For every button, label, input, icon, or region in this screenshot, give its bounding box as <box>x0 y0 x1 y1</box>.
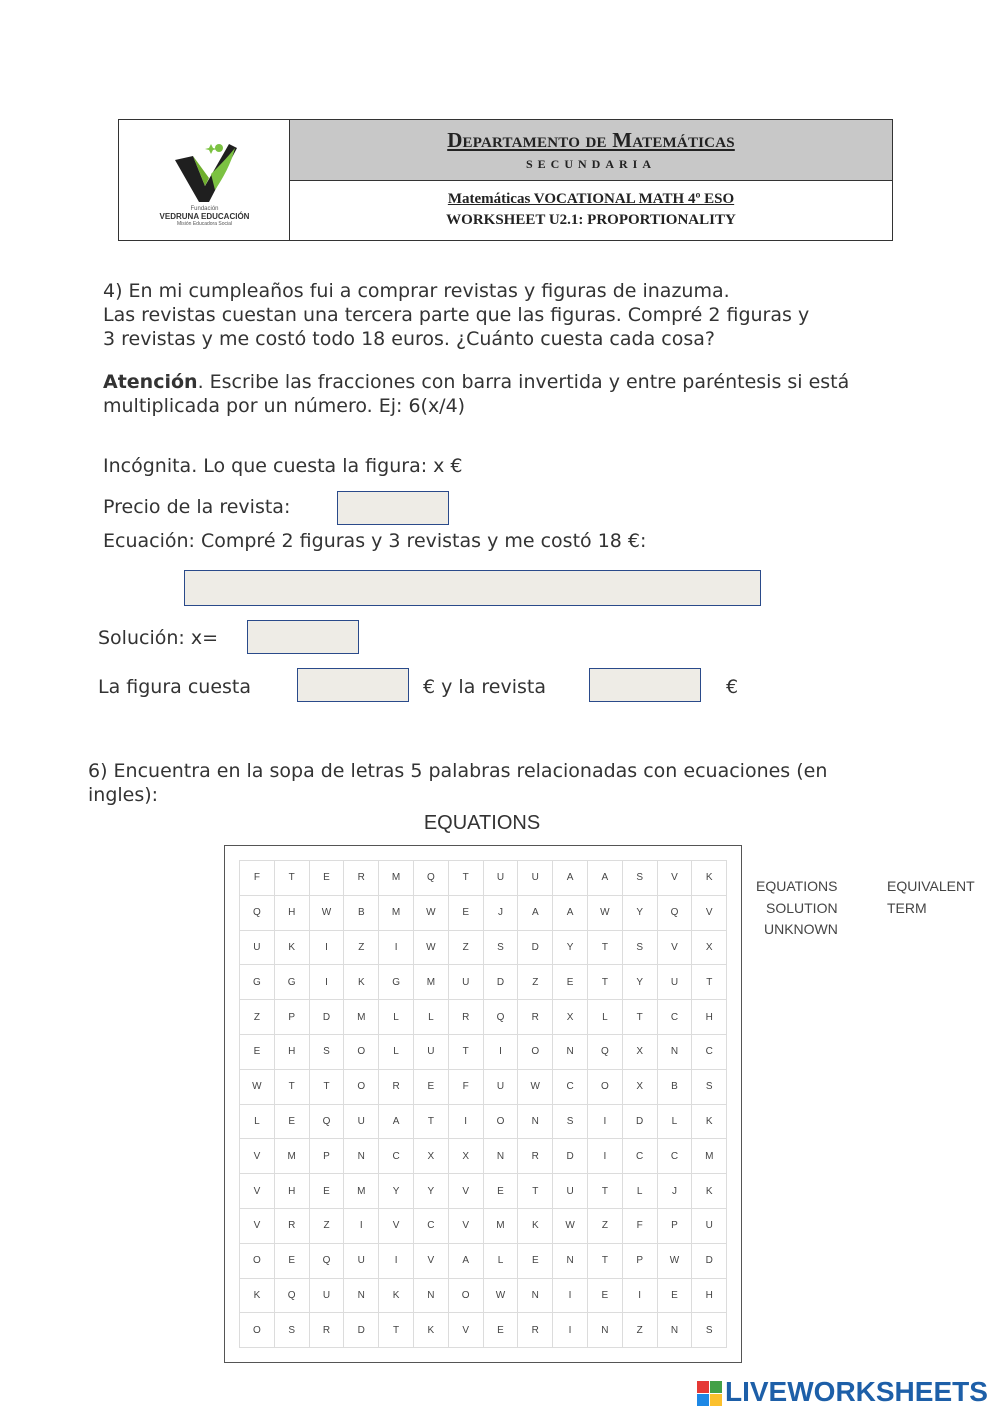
wordsearch-cell[interactable]: A <box>587 861 622 896</box>
wordsearch-cell[interactable]: M <box>379 861 414 896</box>
attention-text: . Escribe las fracciones con barra invertida y entre paréntesis si está <box>197 371 850 393</box>
wordsearch-cell[interactable]: F <box>240 861 275 896</box>
wordsearch-cell[interactable]: L <box>622 1174 657 1209</box>
wordsearch-cell[interactable]: D <box>483 965 518 1000</box>
wordsearch-cell[interactable]: Y <box>413 1174 448 1209</box>
unknown-label: Incógnita. Lo que cuesta la figura: x € <box>103 455 463 477</box>
wordsearch-cell[interactable]: T <box>587 930 622 965</box>
solution-input[interactable] <box>247 620 359 654</box>
wordsearch-cell[interactable]: D <box>622 1104 657 1139</box>
wordsearch-cell[interactable]: I <box>553 1278 588 1313</box>
wordsearch-row <box>240 1034 727 1069</box>
wordsearch-cell[interactable]: N <box>483 1139 518 1174</box>
wordsearch-cell[interactable]: L <box>413 1000 448 1035</box>
wordsearch-cell[interactable]: K <box>413 1313 448 1348</box>
wordsearch-cell[interactable]: E <box>483 1313 518 1348</box>
wordsearch-cell[interactable]: Q <box>587 1034 622 1069</box>
wordsearch-cell[interactable]: I <box>344 1208 379 1243</box>
wordsearch-cell[interactable]: X <box>622 1069 657 1104</box>
wordsearch-row <box>240 1208 727 1243</box>
wordsearch-cell[interactable]: N <box>587 1313 622 1348</box>
wordsearch-cell[interactable]: Q <box>309 1243 344 1278</box>
wordsearch-cell[interactable]: V <box>379 1208 414 1243</box>
wordsearch-cell[interactable]: S <box>622 861 657 896</box>
wordsearch-cell[interactable]: Q <box>413 861 448 896</box>
liveworksheets-logo-icon <box>697 1381 723 1407</box>
wordsearch-cell[interactable]: U <box>483 861 518 896</box>
wordsearch-row <box>240 965 727 1000</box>
wordsearch-cell[interactable]: X <box>622 1034 657 1069</box>
wordsearch-cell[interactable]: Z <box>344 930 379 965</box>
wordsearch-cell[interactable]: P <box>309 1139 344 1174</box>
word-equations: EQUATIONS <box>756 878 838 894</box>
wordsearch-cell[interactable]: E <box>274 1104 309 1139</box>
wordsearch-cell[interactable]: O <box>344 1034 379 1069</box>
wordsearch-cell[interactable]: P <box>657 1208 692 1243</box>
wordsearch-cell[interactable]: L <box>240 1104 275 1139</box>
wordsearch-cell[interactable]: W <box>309 895 344 930</box>
figure-price-input[interactable] <box>297 668 409 702</box>
wordsearch-cell[interactable]: E <box>587 1278 622 1313</box>
wordsearch-cell[interactable]: A <box>553 895 588 930</box>
wordsearch-cell[interactable]: D <box>518 930 553 965</box>
wordsearch-row <box>240 1000 727 1035</box>
wordsearch-cell[interactable]: E <box>309 1174 344 1209</box>
liveworksheets-brand: LIVEWORKSHEETS <box>725 1376 988 1407</box>
wordsearch-cell[interactable]: O <box>518 1034 553 1069</box>
logo-line3: Misión Educadora Social <box>176 221 233 227</box>
wordsearch-cell[interactable]: U <box>518 861 553 896</box>
wordsearch-cell[interactable]: E <box>518 1243 553 1278</box>
wordsearch-cell[interactable]: D <box>344 1313 379 1348</box>
wordsearch-cell[interactable]: W <box>657 1243 692 1278</box>
wordsearch-cell[interactable]: Q <box>309 1104 344 1139</box>
wordsearch-cell[interactable]: T <box>448 1034 483 1069</box>
wordsearch-cell[interactable]: I <box>622 1278 657 1313</box>
wordsearch-row <box>240 1174 727 1209</box>
wordsearch-cell[interactable]: M <box>344 1174 379 1209</box>
wordsearch-cell[interactable]: J <box>657 1174 692 1209</box>
wordsearch-cell[interactable]: Q <box>483 1000 518 1035</box>
wordsearch-cell[interactable]: R <box>518 1139 553 1174</box>
wordsearch-row <box>240 861 727 896</box>
wordsearch-cell[interactable]: T <box>518 1174 553 1209</box>
wordsearch-cell[interactable]: C <box>553 1069 588 1104</box>
wordsearch-cell[interactable]: Y <box>622 965 657 1000</box>
wordsearch-cell[interactable]: B <box>657 1069 692 1104</box>
wordsearch-cell[interactable]: I <box>553 1313 588 1348</box>
wordsearch-cell[interactable]: L <box>657 1104 692 1139</box>
wordsearch-cell[interactable]: V <box>240 1174 275 1209</box>
wordsearch-cell[interactable]: M <box>379 895 414 930</box>
vedruna-logo-icon <box>171 138 241 206</box>
wordsearch-cell[interactable]: K <box>692 861 727 896</box>
wordsearch-cell[interactable]: V <box>413 1243 448 1278</box>
wordsearch-cell[interactable]: A <box>518 895 553 930</box>
wordsearch-cell[interactable]: X <box>692 930 727 965</box>
wordsearch-cell[interactable]: H <box>274 1174 309 1209</box>
attention-note <box>103 371 849 393</box>
euro-symbol: € <box>726 676 739 698</box>
wordsearch-row <box>240 1278 727 1313</box>
wordsearch-cell[interactable]: F <box>622 1208 657 1243</box>
wordsearch-cell[interactable]: K <box>344 965 379 1000</box>
wordsearch-cell[interactable]: O <box>240 1313 275 1348</box>
wordsearch-cell[interactable]: S <box>309 1034 344 1069</box>
wordsearch-cell[interactable]: E <box>553 965 588 1000</box>
word-term: TERM <box>887 900 927 916</box>
wordsearch-cell[interactable]: Q <box>274 1278 309 1313</box>
department-title: Departamento de Matemáticas <box>447 128 735 152</box>
wordsearch-cell[interactable]: Z <box>309 1208 344 1243</box>
wordsearch-cell[interactable]: U <box>553 1174 588 1209</box>
wordsearch-cell[interactable]: S <box>483 930 518 965</box>
wordsearch-cell[interactable]: T <box>309 1069 344 1104</box>
wordsearch-cell[interactable]: R <box>518 1000 553 1035</box>
wordsearch-cell[interactable]: I <box>448 1104 483 1139</box>
wordsearch-cell[interactable]: R <box>274 1208 309 1243</box>
wordsearch-cell[interactable]: U <box>240 930 275 965</box>
wordsearch-cell[interactable]: V <box>240 1208 275 1243</box>
wordsearch-cell[interactable]: H <box>274 895 309 930</box>
wordsearch-cell[interactable]: L <box>379 1000 414 1035</box>
wordsearch-cell[interactable]: M <box>413 965 448 1000</box>
wordsearch-cell[interactable]: W <box>413 895 448 930</box>
wordsearch-cell[interactable]: S <box>622 930 657 965</box>
wordsearch-cell[interactable]: U <box>309 1278 344 1313</box>
wordsearch-cell[interactable]: G <box>274 965 309 1000</box>
wordsearch-cell[interactable]: S <box>274 1313 309 1348</box>
wordsearch-cell[interactable]: Z <box>622 1313 657 1348</box>
worksheet-title: WORKSHEET U2.1: PROPORTIONALITY <box>446 212 736 228</box>
wordsearch-cell[interactable]: Y <box>379 1174 414 1209</box>
wordsearch-cell[interactable]: N <box>518 1104 553 1139</box>
wordsearch-cell[interactable]: E <box>483 1174 518 1209</box>
wordsearch-cell[interactable]: X <box>413 1139 448 1174</box>
wordsearch-cell[interactable]: H <box>692 1000 727 1035</box>
wordsearch-cell[interactable]: N <box>657 1034 692 1069</box>
wordsearch-cell[interactable]: U <box>657 965 692 1000</box>
wordsearch-cell[interactable]: W <box>518 1069 553 1104</box>
course-cell <box>290 181 892 240</box>
wordsearch-cell[interactable]: U <box>344 1104 379 1139</box>
magazine-price-label: Precio de la revista: <box>103 496 291 518</box>
wordsearch-cell[interactable]: G <box>240 965 275 1000</box>
wordsearch-cell[interactable]: M <box>274 1139 309 1174</box>
wordsearch-cell[interactable]: I <box>587 1139 622 1174</box>
wordsearch-row <box>240 1313 727 1348</box>
wordsearch-cell[interactable]: V <box>448 1174 483 1209</box>
wordsearch-cell[interactable]: N <box>657 1313 692 1348</box>
wordsearch-cell[interactable]: A <box>379 1104 414 1139</box>
attention-text-2: multiplicada por un número. Ej: 6(x/4) <box>103 395 466 417</box>
wordsearch-cell[interactable]: T <box>587 1243 622 1278</box>
wordsearch-cell[interactable]: W <box>413 930 448 965</box>
wordsearch-cell[interactable]: L <box>587 1000 622 1035</box>
wordsearch-cell[interactable]: N <box>553 1243 588 1278</box>
logo-line2: VEDRUNA EDUCACIÓN <box>159 212 250 221</box>
logo-line1: Fundación <box>190 206 219 212</box>
wordsearch-cell[interactable]: W <box>587 895 622 930</box>
word-solution: SOLUTION <box>766 900 838 916</box>
logo-cell <box>119 120 290 240</box>
wordsearch-cell[interactable]: T <box>413 1104 448 1139</box>
wordsearch-cell[interactable]: E <box>413 1069 448 1104</box>
wordsearch-cell[interactable]: Y <box>553 930 588 965</box>
department-cell <box>290 120 892 181</box>
wordsearch-cell[interactable]: M <box>692 1139 727 1174</box>
wordsearch-cell[interactable]: L <box>483 1243 518 1278</box>
wordsearch-cell[interactable]: L <box>379 1034 414 1069</box>
wordsearch-cell[interactable]: I <box>379 1243 414 1278</box>
wordsearch-cell[interactable]: T <box>622 1000 657 1035</box>
wordsearch-cell[interactable]: U <box>483 1069 518 1104</box>
worksheet-header <box>118 119 893 241</box>
wordsearch-cell[interactable]: R <box>309 1313 344 1348</box>
wordsearch-cell[interactable]: R <box>448 1000 483 1035</box>
wordsearch-cell[interactable]: I <box>483 1034 518 1069</box>
wordsearch-cell[interactable]: Z <box>240 1000 275 1035</box>
problem4-line2: Las revistas cuestan una tercera parte que las figuras. Compré 2 figuras y <box>103 304 810 326</box>
wordsearch-cell[interactable]: K <box>274 930 309 965</box>
wordsearch-cell[interactable]: X <box>553 1000 588 1035</box>
wordsearch-row <box>240 1069 727 1104</box>
wordsearch-cell[interactable]: O <box>587 1069 622 1104</box>
wordsearch-cell[interactable]: R <box>518 1313 553 1348</box>
wordsearch-cell[interactable]: E <box>657 1278 692 1313</box>
wordsearch-cell[interactable]: B <box>344 895 379 930</box>
word-equivalent: EQUIVALENT <box>887 878 975 894</box>
wordsearch-cell[interactable]: J <box>483 895 518 930</box>
wordsearch-cell[interactable]: C <box>622 1139 657 1174</box>
wordsearch-cell[interactable]: O <box>344 1069 379 1104</box>
wordsearch-cell[interactable]: V <box>657 930 692 965</box>
word-unknown: UNKNOWN <box>764 921 838 937</box>
attention-label: Atención <box>103 371 198 393</box>
wordsearch-cell[interactable]: Z <box>448 930 483 965</box>
wordsearch-cell[interactable]: V <box>240 1139 275 1174</box>
wordsearch-cell[interactable]: T <box>587 1174 622 1209</box>
problem6-line2: ingles): <box>88 784 159 806</box>
wordsearch-cell[interactable]: O <box>240 1243 275 1278</box>
wordsearch-cell[interactable]: K <box>692 1174 727 1209</box>
problem6-line1: 6) Encuentra en la sopa de letras 5 palabras relacionadas con ecuaciones (en <box>88 760 828 782</box>
wordsearch-cell[interactable]: T <box>587 965 622 1000</box>
and-magazine-label: € y la revista <box>423 676 546 698</box>
wordsearch-cell[interactable]: C <box>413 1208 448 1243</box>
problem4-line3: 3 revistas y me costó todo 18 euros. ¿Cuánto cuesta cada cosa? <box>103 328 715 350</box>
wordsearch-cell[interactable]: Y <box>622 895 657 930</box>
wordsearch-cell[interactable]: U <box>344 1243 379 1278</box>
equation-input[interactable] <box>184 570 761 606</box>
wordsearch-cell[interactable]: N <box>413 1278 448 1313</box>
wordsearch-cell[interactable]: C <box>379 1139 414 1174</box>
wordsearch-cell[interactable]: E <box>274 1243 309 1278</box>
wordsearch-cell[interactable]: I <box>309 930 344 965</box>
wordsearch-cell[interactable]: R <box>344 861 379 896</box>
wordsearch-cell[interactable]: N <box>344 1139 379 1174</box>
wordsearch-cell[interactable]: K <box>692 1104 727 1139</box>
wordsearch-cell[interactable]: A <box>448 1243 483 1278</box>
wordsearch-cell[interactable]: H <box>692 1278 727 1313</box>
wordsearch-cell[interactable]: U <box>692 1208 727 1243</box>
wordsearch-cell[interactable]: P <box>274 1000 309 1035</box>
wordsearch-row <box>240 895 727 930</box>
figure-costs-label: La figura cuesta <box>98 676 252 698</box>
wordsearch-row <box>240 930 727 965</box>
solution-label: Solución: x= <box>98 627 219 649</box>
wordsearch-cell[interactable]: E <box>448 895 483 930</box>
wordsearch-cell[interactable]: F <box>448 1069 483 1104</box>
wordsearch-cell[interactable]: S <box>692 1069 727 1104</box>
wordsearch-cell[interactable]: I <box>379 930 414 965</box>
wordsearch-cell[interactable]: E <box>240 1034 275 1069</box>
wordsearch-cell[interactable]: Q <box>240 895 275 930</box>
wordsearch-title: EQUATIONS <box>423 812 541 834</box>
wordsearch-cell[interactable]: V <box>448 1313 483 1348</box>
wordsearch-row <box>240 1243 727 1278</box>
wordsearch-cell[interactable]: A <box>553 861 588 896</box>
wordsearch-cell[interactable]: Z <box>587 1208 622 1243</box>
wordsearch-frame <box>224 845 742 1363</box>
wordsearch-cell[interactable]: D <box>309 1000 344 1035</box>
wordsearch-cell[interactable]: K <box>379 1278 414 1313</box>
wordsearch-cell[interactable]: T <box>274 861 309 896</box>
wordsearch-cell[interactable]: V <box>692 895 727 930</box>
wordsearch-cell[interactable]: C <box>692 1034 727 1069</box>
wordsearch-cell[interactable]: U <box>413 1034 448 1069</box>
wordsearch-cell[interactable]: D <box>692 1243 727 1278</box>
wordsearch-cell[interactable]: W <box>240 1069 275 1104</box>
wordsearch-cell[interactable]: P <box>622 1243 657 1278</box>
wordsearch-cell[interactable]: N <box>553 1034 588 1069</box>
wordsearch-cell[interactable]: K <box>240 1278 275 1313</box>
wordsearch-cell[interactable]: O <box>483 1104 518 1139</box>
magazine-price-input[interactable] <box>337 491 449 525</box>
wordsearch-cell[interactable]: X <box>448 1139 483 1174</box>
wordsearch-cell[interactable]: V <box>657 861 692 896</box>
wordsearch-cell[interactable]: C <box>657 1139 692 1174</box>
magazine-price-final-input[interactable] <box>589 668 701 702</box>
wordsearch-cell[interactable]: K <box>518 1208 553 1243</box>
wordsearch-cell[interactable]: D <box>553 1139 588 1174</box>
wordsearch-cell[interactable]: T <box>448 861 483 896</box>
wordsearch-cell[interactable]: S <box>692 1313 727 1348</box>
wordsearch-cell[interactable]: H <box>274 1034 309 1069</box>
wordsearch-cell[interactable]: Q <box>657 895 692 930</box>
wordsearch-cell[interactable]: N <box>344 1278 379 1313</box>
wordsearch-cell[interactable]: C <box>657 1000 692 1035</box>
wordsearch-cell[interactable]: S <box>553 1104 588 1139</box>
wordsearch-cell[interactable]: I <box>587 1104 622 1139</box>
wordsearch-grid <box>239 860 727 1348</box>
level-label: SECUNDARIA <box>525 157 656 171</box>
course-title: Matemáticas VOCATIONAL MATH 4º ESO <box>447 191 735 207</box>
problem4-line1: 4) En mi cumpleaños fui a comprar revistas y figuras de inazuma. <box>103 280 730 302</box>
wordsearch-cell[interactable]: N <box>518 1278 553 1313</box>
wordsearch-cell[interactable]: T <box>274 1069 309 1104</box>
wordsearch-row <box>240 1104 727 1139</box>
wordsearch-cell[interactable]: W <box>483 1278 518 1313</box>
wordsearch-cell[interactable]: E <box>309 861 344 896</box>
wordsearch-cell[interactable]: Z <box>518 965 553 1000</box>
wordsearch-cell[interactable]: G <box>379 965 414 1000</box>
wordsearch-cell[interactable]: O <box>448 1278 483 1313</box>
wordsearch-cell[interactable]: U <box>448 965 483 1000</box>
wordsearch-cell[interactable]: W <box>553 1208 588 1243</box>
wordsearch-row <box>240 1139 727 1174</box>
wordsearch-cell[interactable]: M <box>483 1208 518 1243</box>
wordsearch-cell[interactable]: T <box>692 965 727 1000</box>
wordsearch-cell[interactable]: I <box>309 965 344 1000</box>
wordsearch-cell[interactable]: V <box>448 1208 483 1243</box>
wordsearch-cell[interactable]: T <box>379 1313 414 1348</box>
equation-label: Ecuación: Compré 2 figuras y 3 revistas y me costó 18 €: <box>103 530 647 552</box>
wordsearch-cell[interactable]: M <box>344 1000 379 1035</box>
wordsearch-cell[interactable]: R <box>379 1069 414 1104</box>
